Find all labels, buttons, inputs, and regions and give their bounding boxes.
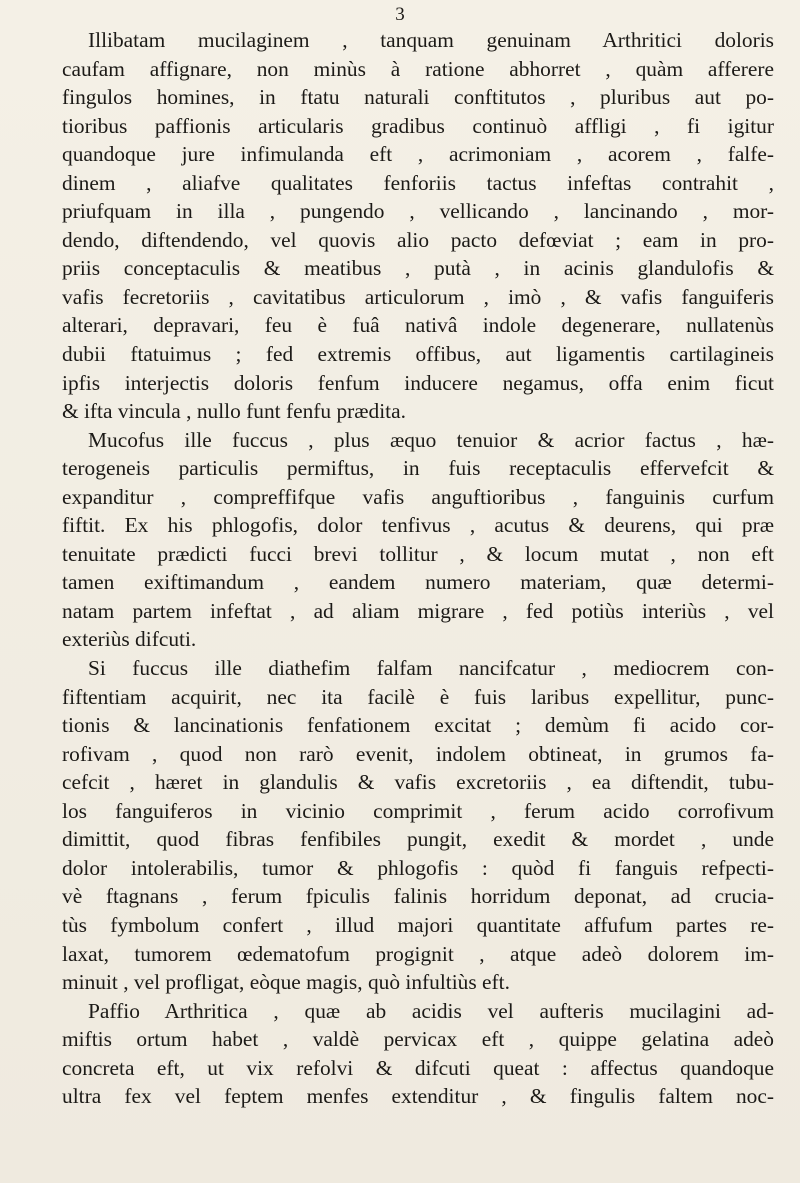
text-line: quandoque jure infimulanda eft , acrimoniam , acorem , falfe-	[62, 142, 774, 167]
text-line: minuit , vel profligat, eòque magis, quò infultiùs eft.	[62, 970, 510, 995]
text-line: & ifta vincula , nullo funt fenfu prædita.	[62, 399, 406, 424]
text-line: miftis ortum habet , valdè pervicax eft , quippe gelatina adeò	[62, 1027, 774, 1052]
text-line: dolor intolerabilis, tumor & phlogofis : quòd fi fanguis refpecti-	[62, 855, 774, 880]
text-line: Illibatam mucilaginem , tanquam genuinam Arthritici doloris	[88, 28, 774, 52]
text-line: dendo, diftendendo, vel quovis alio pacto defœviat ; eam in pro-	[62, 227, 774, 252]
text-line: laxat, tumorem œdematofum progignit , atque adeò dolorem im-	[62, 941, 774, 966]
text-line: Paffio Arthritica , quæ ab acidis vel aufteris mucilagini ad-	[88, 998, 774, 1023]
text-line: priufquam in illa , pungendo , vellicando , lancinando , mor-	[62, 199, 774, 224]
text-line: cefcit , hæret in glandulis & vafis excretoriis , ea diftendit, tubu-	[62, 770, 774, 795]
text-line: tùs fymbolum confert , illud majori quantitate affufum partes re-	[62, 912, 774, 937]
text-line: natam partem infeftat , ad aliam migrare , fed potiùs interiùs , vel	[62, 598, 774, 623]
text-line: terogeneis particulis permiftus, in fuis receptaculis effervefcit &	[62, 456, 774, 481]
text-line: fiftit. Ex his phlogofis, dolor tenfivus , acutus & deurens, qui præ	[62, 513, 774, 538]
text-line: fingulos homines, in ftatu naturali conftitutos , pluribus aut po-	[62, 85, 774, 110]
text-line: concreta eft, ut vix refolvi & difcuti queat : affectus quandoque	[62, 1055, 774, 1080]
text-line: los fanguiferos in vicinio comprimit , ferum acido corrofivum	[62, 798, 774, 823]
text-line: vè ftagnans , ferum fpiculis falinis horridum deponat, ad crucia-	[62, 884, 774, 909]
text-line: dimittit, quod fibras fenfibiles pungit, exedit & mordet , unde	[62, 827, 774, 852]
text-line: rofivam , quod non rarò evenit, indolem obtineat, in grumos fa-	[62, 741, 774, 766]
text-line: Si fuccus ille diathefim falfam nancifcatur , mediocrem con-	[88, 656, 774, 681]
text-line: caufam affignare, non minùs à ratione abhorret , quàm afferere	[62, 56, 774, 81]
text-line: dubii ftatuimus ; fed extremis offibus, aut ligamentis cartilagineis	[62, 342, 774, 367]
text-line: exteriùs difcuti.	[62, 627, 197, 652]
text-line: tionis & lancinationis fenfationem excitat ; demùm fi acido cor-	[62, 713, 774, 738]
text-line: ultra fex vel feptem menfes extenditur , & fingulis faltem noc-	[62, 1084, 774, 1109]
text-line: tenuitate prædicti fucci brevi tollitur , & locum mutat , non eft	[62, 541, 774, 566]
text-line: expanditur , compreffifque vafis anguftioribus , fanguinis curfum	[62, 484, 774, 509]
text-line: alterari, depravari, feu è fuâ nativâ indole degenerare, nullatenùs	[62, 313, 774, 338]
text-line: priis conceptaculis & meatibus , putà , in acinis glandulofis &	[62, 256, 774, 281]
body-text	[62, 26, 774, 1111]
text-line: dinem , aliafve qualitates fenforiis tactus infeftas contrahit ,	[62, 170, 774, 195]
text-line: ipfis interjectis doloris fenfum inducere negamus, offa enim ficut	[62, 370, 774, 395]
text-line: tioribus paffionis articularis gradibus continuò affligi , fi igitur	[62, 113, 774, 138]
page-number: 3	[395, 4, 405, 25]
text-line: tamen exiftimandum , eandem numero materiam, quæ determi-	[62, 570, 774, 595]
text-line: vafis fecretoriis , cavitatibus articulorum , imò , & vafis fanguiferis	[62, 284, 774, 309]
text-line: fiftentiam acquirit, nec ita facilè è fuis laribus expellitur, punc-	[62, 684, 774, 709]
text-line: Mucofus ille fuccus , plus æquo tenuior & acrior factus , hæ-	[88, 427, 774, 452]
